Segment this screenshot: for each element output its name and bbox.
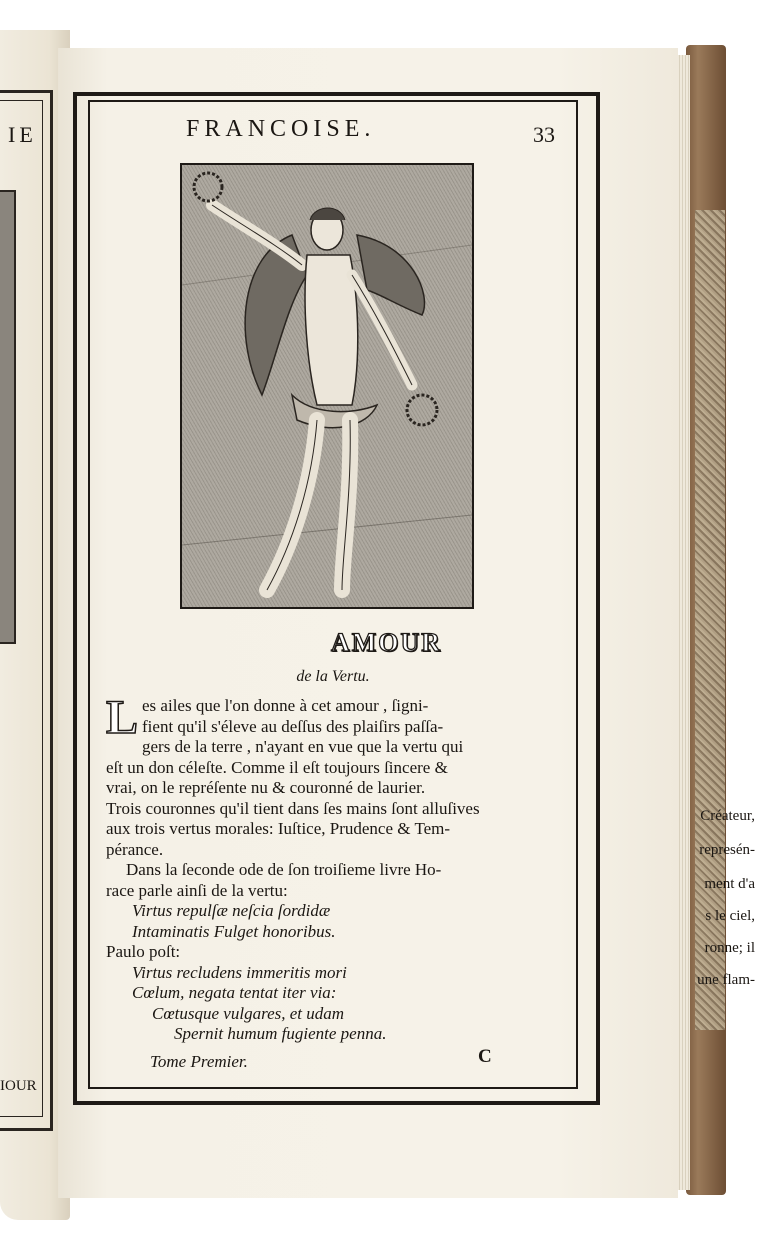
running-head: FRANCOISE. [186,116,376,142]
verse-line: Cœtusque vulgares, et udam [152,1003,345,1023]
left-page-line: ronne; il [704,940,755,956]
verse-line: Virtus repulſæ neſcia ſordidæ [132,901,331,920]
text-line: pérance. [106,839,164,859]
page-number: 33 [533,122,555,147]
volume-footer: Tome Premier. [150,1052,248,1071]
text-line: Trois couronnes qu'il tient dans ſes mains ſont alluſives [106,798,480,818]
left-page-line: une flam- [697,972,755,988]
left-page-footer: IOUR [0,1078,37,1094]
text-line: fient qu'il s'éleve au deſſus des plaiſirs paſſa- [142,716,444,736]
left-page-line: Créateur, [700,808,755,824]
body-text [106,691,576,1045]
text-line: es ailes que l'on donne à cet amour , ſigni- [142,696,429,715]
verse-line: Virtus recludens immeritis mori [132,962,347,982]
section-title: AMOUR [330,628,443,657]
verse-line: Cœlum, negata tentat iter via: [132,983,337,1002]
text-line: Dans la ſeconde ode de ſon troiſieme livre Ho- [126,860,442,879]
text-line: Paulo poſt: [106,942,181,961]
engraving-plate [180,163,474,609]
left-page-line: represén- [699,842,755,858]
paragraph-2 [106,860,576,1045]
left-page-line: ment d'a [704,876,755,892]
text-line: vrai, on le repréſente nu & couronné de laurier. [106,778,426,797]
left-page-heading: IE [8,122,37,147]
text-line: race parle ainſi de la vertu: [106,880,288,900]
text-line: gers de la terre , n'ayant en vue que la vertu qui [142,737,464,756]
drop-cap: L [106,691,139,744]
verse-line: Intaminatis Fulget honoribus. [132,921,336,941]
paragraph-1 [106,691,576,860]
left-page-line: s le ciel, [705,908,755,924]
spine-marbled-edge [695,210,725,1030]
verse-line: Spernit humum fugiente penna. [174,1024,387,1043]
signature-mark: C [478,1046,492,1067]
text-line: eſt un don céleſte. Comme il eſt toujours ſincere & [106,757,448,777]
cupid-engraving [182,165,472,607]
text-line: aux trois vertus morales: Iuſtice, Prudence & Tem- [106,819,451,838]
section-subtitle: de la Vertu. [296,668,370,685]
left-page-illustration [0,190,16,644]
